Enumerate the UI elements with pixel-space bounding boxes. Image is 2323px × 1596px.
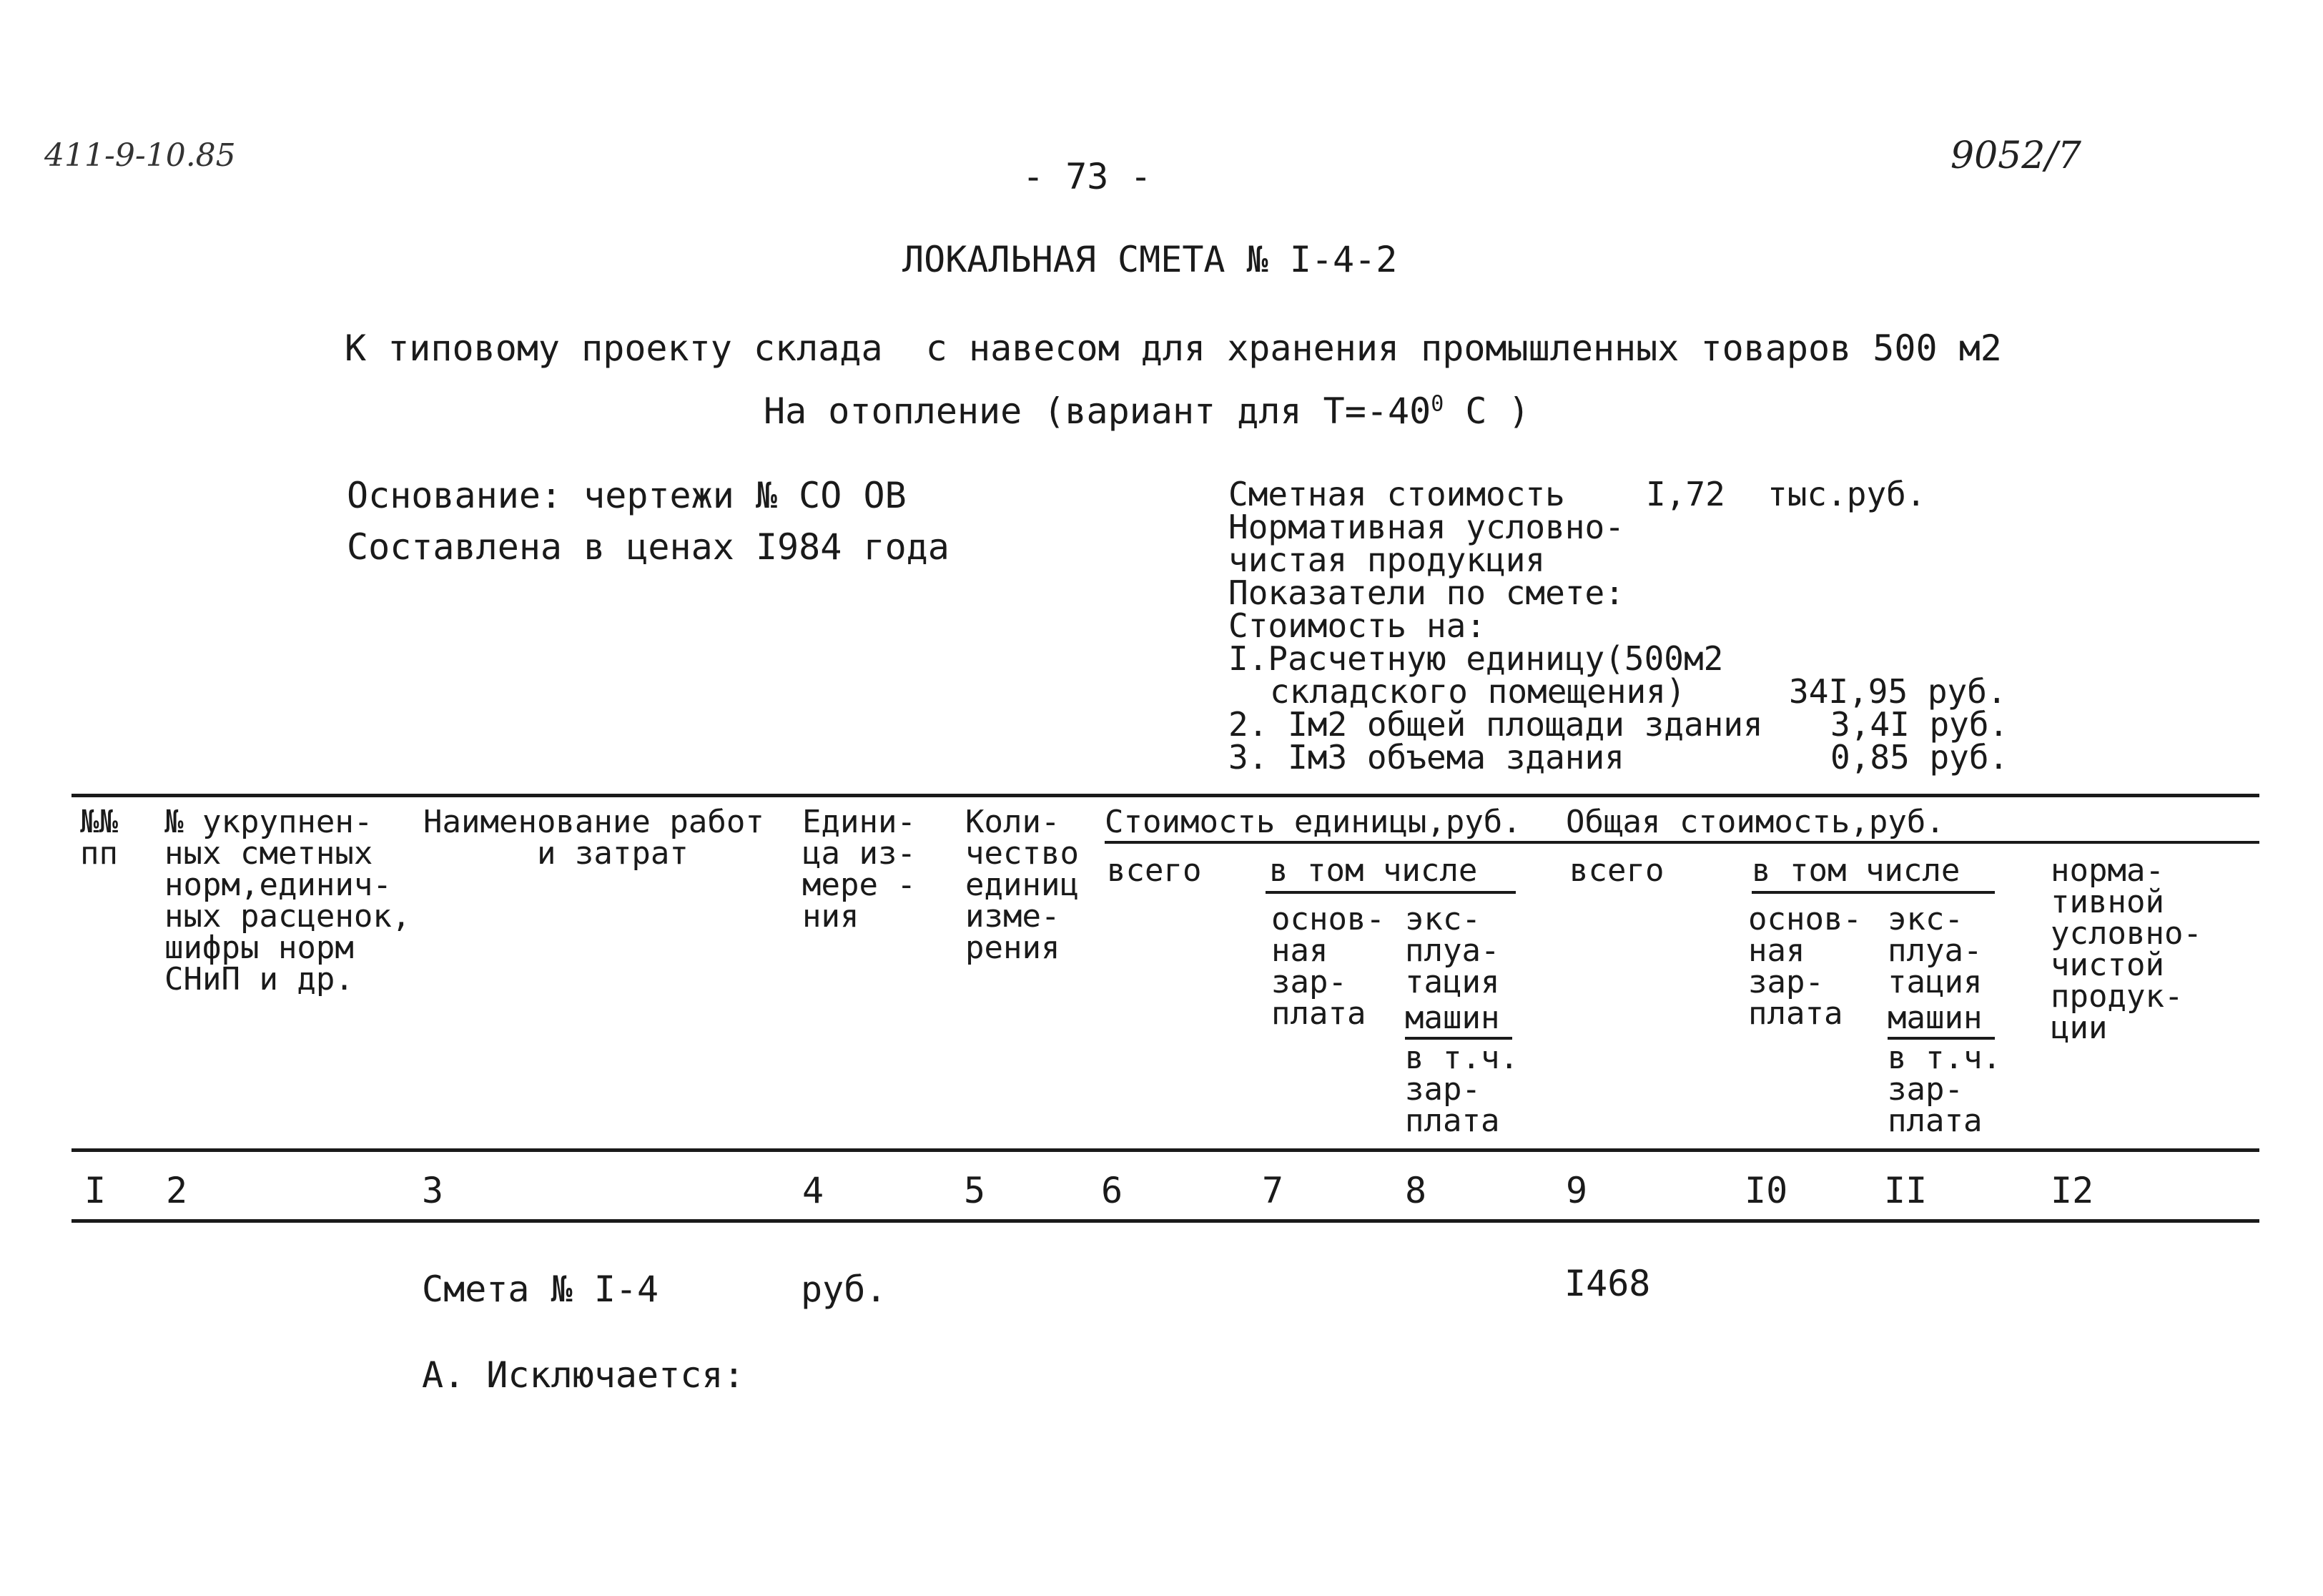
indicators-label: Показатели по смете: (1228, 573, 1624, 612)
prices-text: Составлена в ценах I984 года (347, 526, 950, 568)
normative-line-2: чистая продукция (1228, 541, 1546, 579)
indicator-2-value: 3,4I руб. (1830, 705, 2009, 744)
unit-subgroup-rule (1266, 891, 1516, 894)
col-number: I0 (1745, 1170, 1788, 1211)
col-header-work-name: Наименование работ и затрат (423, 804, 764, 872)
col-header-unit-all: всего (1107, 852, 1202, 889)
col-header-unit: Едини- ца из- мере - ния (802, 804, 916, 935)
archive-code: 411-9-10.85 (44, 137, 236, 174)
indicator-3-label: 3. Iм3 объема здания (1228, 738, 1624, 777)
col-header-total-salary: основ- ная зар- плата (1748, 901, 1862, 1032)
indicator-3-value: 0,85 руб. (1830, 738, 2009, 777)
col-number: 9 (1566, 1170, 1588, 1211)
col-number: 5 (964, 1170, 986, 1211)
col-header-total-cost: Общая стоимость,руб. (1566, 804, 1945, 840)
col-header-unit-machines: экс- плуа- тация (1405, 901, 1500, 1000)
table-row-total: I468 (1564, 1263, 1651, 1304)
cost-value: I,72 (1646, 475, 1725, 513)
cost-per-label: Стоимость на: (1228, 606, 1486, 645)
col-number: 7 (1262, 1170, 1284, 1211)
col-header-unit-incl: в том числе (1269, 852, 1478, 889)
col-header-unit-machines-word: машин (1405, 1000, 1500, 1036)
col-header-norm-code: № укрупнен- ных сметных норм,единич- ных расценок, шифры норм СНиП и др. (164, 804, 411, 998)
basis-text: Основание: чертежи № СО ОВ (347, 475, 907, 516)
indicator-2-label: 2. Iм2 общей площади здания (1228, 705, 1763, 744)
indicator-1-label: I.Расчетную единицу(500м2 (1228, 639, 1724, 678)
indicator-1-value: 34I,95 руб. (1789, 672, 2007, 711)
page-number: - 73 - (1022, 156, 1152, 197)
numbers-bottom-rule (71, 1219, 2259, 1223)
subtitle-project: К типовому проекту склада с навесом для хранения промышленных товаров 500 м2 (345, 327, 2002, 369)
indicator-1-label-cont: складского помещения) (1270, 672, 1686, 711)
col-header-index: №№ пп (80, 804, 118, 872)
col-number: I2 (2051, 1170, 2094, 1211)
col-number: 2 (166, 1170, 188, 1211)
col-header-total-machines: экс- плуа- тация (1888, 901, 1983, 1000)
col-header-unit-machines-salary: в т.ч. зар- плата (1405, 1040, 1519, 1139)
cost-label: Сметная стоимость (1228, 475, 1565, 513)
table-row-name: Смета № I-4 (422, 1269, 659, 1310)
col-number: 8 (1405, 1170, 1427, 1211)
sheet-code: 9052/7 (1950, 134, 2081, 177)
col-header-unit-cost: Стоимость единицы,руб. (1105, 804, 1521, 840)
header-bottom-rule (71, 1148, 2259, 1152)
col-header-total-incl: в том числе (1752, 852, 1961, 889)
page-title: ЛОКАЛЬНАЯ СМЕТА № I-4-2 (902, 239, 1398, 280)
col-header-total-machines-salary: в т.ч. зар- плата (1888, 1040, 2001, 1139)
col-number: II (1884, 1170, 1928, 1211)
col-header-unit-salary: основ- ная зар- плата (1271, 901, 1385, 1032)
table-top-rule (71, 794, 2259, 797)
table-row-unit: руб. (801, 1269, 887, 1310)
subtitle-heating: На отопление (вариант для $Т=-40^0$ С ) (764, 390, 1530, 432)
section-heading: А. Исключается: (422, 1354, 745, 1396)
cost-group-rule (1105, 841, 2259, 844)
cost-unit: тыс.руб. (1767, 475, 1926, 513)
col-number: I (84, 1170, 107, 1211)
col-header-total-all: всего (1569, 852, 1664, 889)
col-header-total-machines-word: машин (1888, 1000, 1983, 1036)
normative-line-1: Нормативная условно- (1228, 508, 1624, 546)
col-number: 3 (422, 1170, 444, 1211)
total-subgroup-rule (1752, 891, 1995, 894)
col-header-quantity: Коли- чество единиц изме- рения (965, 804, 1079, 966)
col-header-normative-product: норма- тивной условно- чистой продук- ции (2051, 852, 2202, 1046)
col-number: 6 (1101, 1170, 1123, 1211)
col-number: 4 (802, 1170, 824, 1211)
